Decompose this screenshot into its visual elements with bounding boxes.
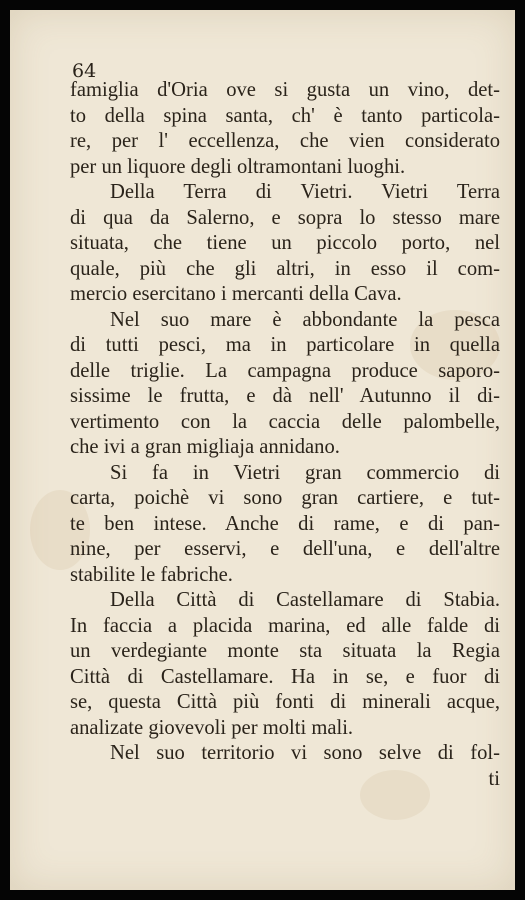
catchword: ti (488, 767, 500, 790)
text-line: se, questa Città più fonti di minerali acque, (70, 691, 500, 713)
book-page (10, 10, 515, 890)
text-line: quale, più che gli altri, in esso il com- (70, 257, 500, 280)
text-line: un verdegiante monte sta situata la Regia (70, 640, 500, 662)
text-line: delle triglie. La campagna produce saporo- (70, 359, 500, 382)
text-line: famiglia d'Oria ove si gusta un vino, det- (70, 79, 500, 101)
text-line: to della spina santa, ch' è tanto particola- (70, 104, 500, 127)
section-heading-line: Della Città di Castellamare di Stabia. (110, 589, 500, 611)
text-line: di qua da Salerno, e sopra lo stesso mare (70, 206, 500, 229)
text-line: re, per l' eccellenza, che vien considerato (70, 130, 500, 152)
text-line: carta, poichè vi sono gran cartiere, e tut- (70, 487, 500, 509)
text-line: stabilite le fabriche. (70, 563, 233, 586)
text-line: te ben intese. Anche di rame, e di pan- (70, 512, 500, 535)
text-line: per un liquore degli oltramontani luoghi. (70, 155, 406, 178)
text-line: In faccia a placida marina, ed alle falde di (70, 614, 500, 637)
text-line: Città di Castellamare. Ha in se, e fuor di (70, 665, 500, 688)
text-line: mercio esercitano i mercanti della Cava. (70, 283, 402, 305)
text-line: Nel suo territorio vi sono selve di fol- (110, 742, 500, 764)
text-line: Si fa in Vietri gran commercio di (110, 461, 500, 484)
text-line: nine, per esservi, e dell'una, e dell'altre (70, 538, 500, 560)
text-line: che ivi a gran migliaja annidano. (70, 436, 340, 458)
text-line: situata, che tiene un piccolo porto, nel (70, 232, 500, 254)
text-line: di tutti pesci, ma in particolare in quella (70, 334, 500, 356)
text-line: sissime le frutta, e dà nell' Autunno il di- (70, 385, 500, 407)
body-text (70, 78, 500, 792)
section-heading-line: Della Terra di Vietri. Vietri Terra (110, 181, 500, 203)
page-number: 64 (72, 60, 97, 82)
text-line: vertimento con la caccia delle palombelle, (70, 410, 500, 433)
text-line: analizate giovevoli per molti mali. (70, 716, 354, 739)
text-line: Nel suo mare è abbondante la pesca (110, 308, 500, 331)
